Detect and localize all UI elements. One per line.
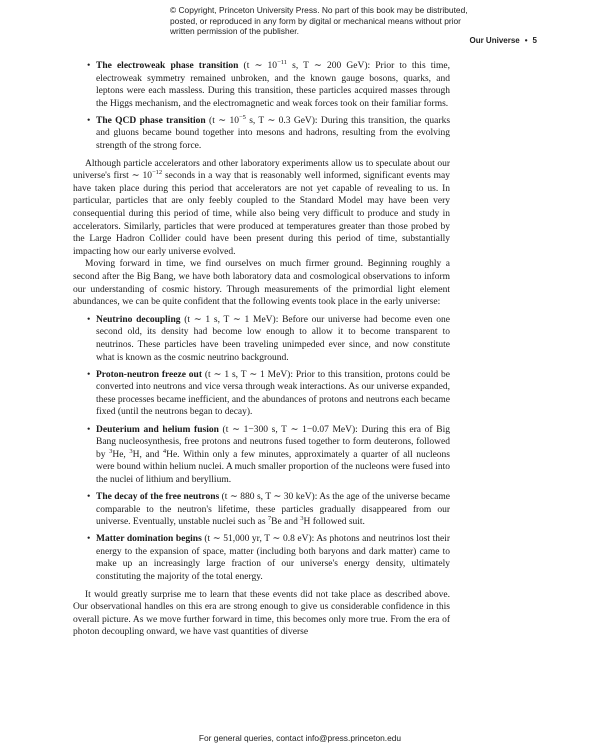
item-conditions: (t ∼ 1 s, T ∼ 1 MeV): bbox=[201, 369, 296, 380]
item-term: Deuterium and helium fusion bbox=[96, 424, 219, 435]
item-conditions: (t ∼ 1−300 s, T ∼ 1−0.07 MeV): bbox=[218, 424, 362, 435]
item-text: During this era of Big Bang nucleosynthesis, free protons and neutrons fused together to form deuterons, followed by $^3$He, $^3$H, and $^4$He. Within only a few minutes, approximately a quarter of all nucleons were bound within helium nuclei. A much smaller proportion of the nucleons were fused into the nuclei of lithium and beryllium. bbox=[96, 424, 451, 485]
list-item bbox=[73, 424, 450, 487]
page-number: 5 bbox=[532, 36, 537, 45]
item-text: Prior to this transition, protons could be converted into neutrons and vice versa through weak interactions. As our universe expanded, these processes became inefficient, and the abundances of protons and neutrons each became fixed (until the neutrons began to decay). bbox=[96, 369, 450, 418]
list-item bbox=[73, 533, 450, 583]
item-term: The electroweak phase transition bbox=[96, 61, 239, 71]
phase-transitions-list bbox=[73, 60, 450, 153]
header-separator: • bbox=[524, 36, 528, 45]
early-universe-events-list bbox=[73, 314, 450, 584]
paragraph: Although particle accelerators and other laboratory experiments allow us to speculate about our universe's first ∼ $10^{-12}$ seconds in a way that is reasonably well informed, significant events may have taken place during this period that accelerators are not yet capable of revealing to us. In particular, particles that are only feebly coupled to the Standard Model may have been very consequential during this period of time, while also being very difficult to produce and study in accelerators. Similarly, particles that were produced at temperatures greater than those probed by the Large Hadron Collider could have been present during this period of time, substantially impacting how our early universe evolved. bbox=[73, 158, 450, 257]
item-text: As photons and neutrinos lost their energy to the expansion of space, matter (including both baryons and dark matter) came to make up an increasingly large fraction of our universe's energy density, ultimately constituting the majority of the total energy. bbox=[96, 534, 450, 583]
paragraph: It would greatly surprise me to learn that these events did not take place as described above. Our observational handles on this era are strong enough to give us considerable confidence in this overall picture. As we move further forward in time, this becomes only more true. From the era of photon decoupling onward, we have vast quantities of diverse bbox=[73, 589, 450, 638]
item-term: Neutrino decoupling bbox=[96, 314, 181, 325]
copyright-notice: © Copyright, Princeton University Press. No part of this book may be distributed, posted, or reproduced in any form by digital or mechanical means without prior written permission of the publisher. bbox=[170, 5, 468, 36]
list-item bbox=[73, 369, 450, 419]
item-conditions: (t ∼ $10^{-11}$ s, T ∼ 200 GeV): bbox=[238, 59, 376, 71]
footer-contact: For general queries, contact info@press.princeton.edu bbox=[198, 733, 402, 743]
item-text: Prior to this time, electroweak symmetry remained unbroken, and the known gauge bosons, quarks, and leptons were each massless. During this transition, these particles acquired masses through the Higgs mechanism, and the electromagnetic and weak forces took on their familiar forms. bbox=[96, 61, 451, 109]
item-term: The QCD phase transition bbox=[96, 115, 206, 126]
list-item bbox=[73, 60, 450, 110]
paragraph: Moving forward in time, we find ourselves on much firmer ground. Beginning roughly a second after the Big Bang, we have both laboratory data and cosmological observations to inform our understanding of cosmic history. Through measurements of the primordial light element abundances, we can be quite confident that the following events took place in the early universe: bbox=[73, 259, 450, 308]
item-term: Matter domination begins bbox=[96, 534, 202, 545]
item-term: The decay of the free neutrons bbox=[96, 492, 220, 502]
item-text: As the age of the universe became comparable to the neutron's lifetime, these particles gradually disappeared from our universe. Eventually, unstable nuclei such as $^7$Be and $^3$H followed suit. bbox=[96, 492, 450, 528]
list-item bbox=[73, 491, 450, 529]
item-conditions: (t ∼ 1 s, T ∼ 1 MeV): bbox=[180, 314, 283, 325]
item-text: During this transition, the quarks and gluons became bound together into mesons and hadrons, resulting from the evolving strength of the strong force. bbox=[96, 115, 451, 152]
item-conditions: (t ∼ $10^{-5}$ s, T ∼ 0.3 GeV): bbox=[205, 113, 321, 126]
list-item bbox=[73, 314, 450, 364]
item-text: Before our universe had become even one second old, its density had become low enough to allow it to become transparent to neutrinos. These particles have been traveling unimpeded ever since, and now constitute what is known as the cosmic neutrino background. bbox=[96, 314, 450, 363]
list-item bbox=[73, 115, 450, 153]
item-conditions: (t ∼ 880 s, T ∼ 30 keV): bbox=[219, 492, 320, 502]
page-body bbox=[73, 60, 450, 639]
item-conditions: (t ∼ 51,000 yr, T ∼ 0.8 eV): bbox=[201, 534, 317, 545]
item-term: Proton-neutron freeze out bbox=[96, 369, 202, 380]
running-head bbox=[469, 36, 537, 45]
running-title: Our Universe bbox=[469, 36, 520, 45]
